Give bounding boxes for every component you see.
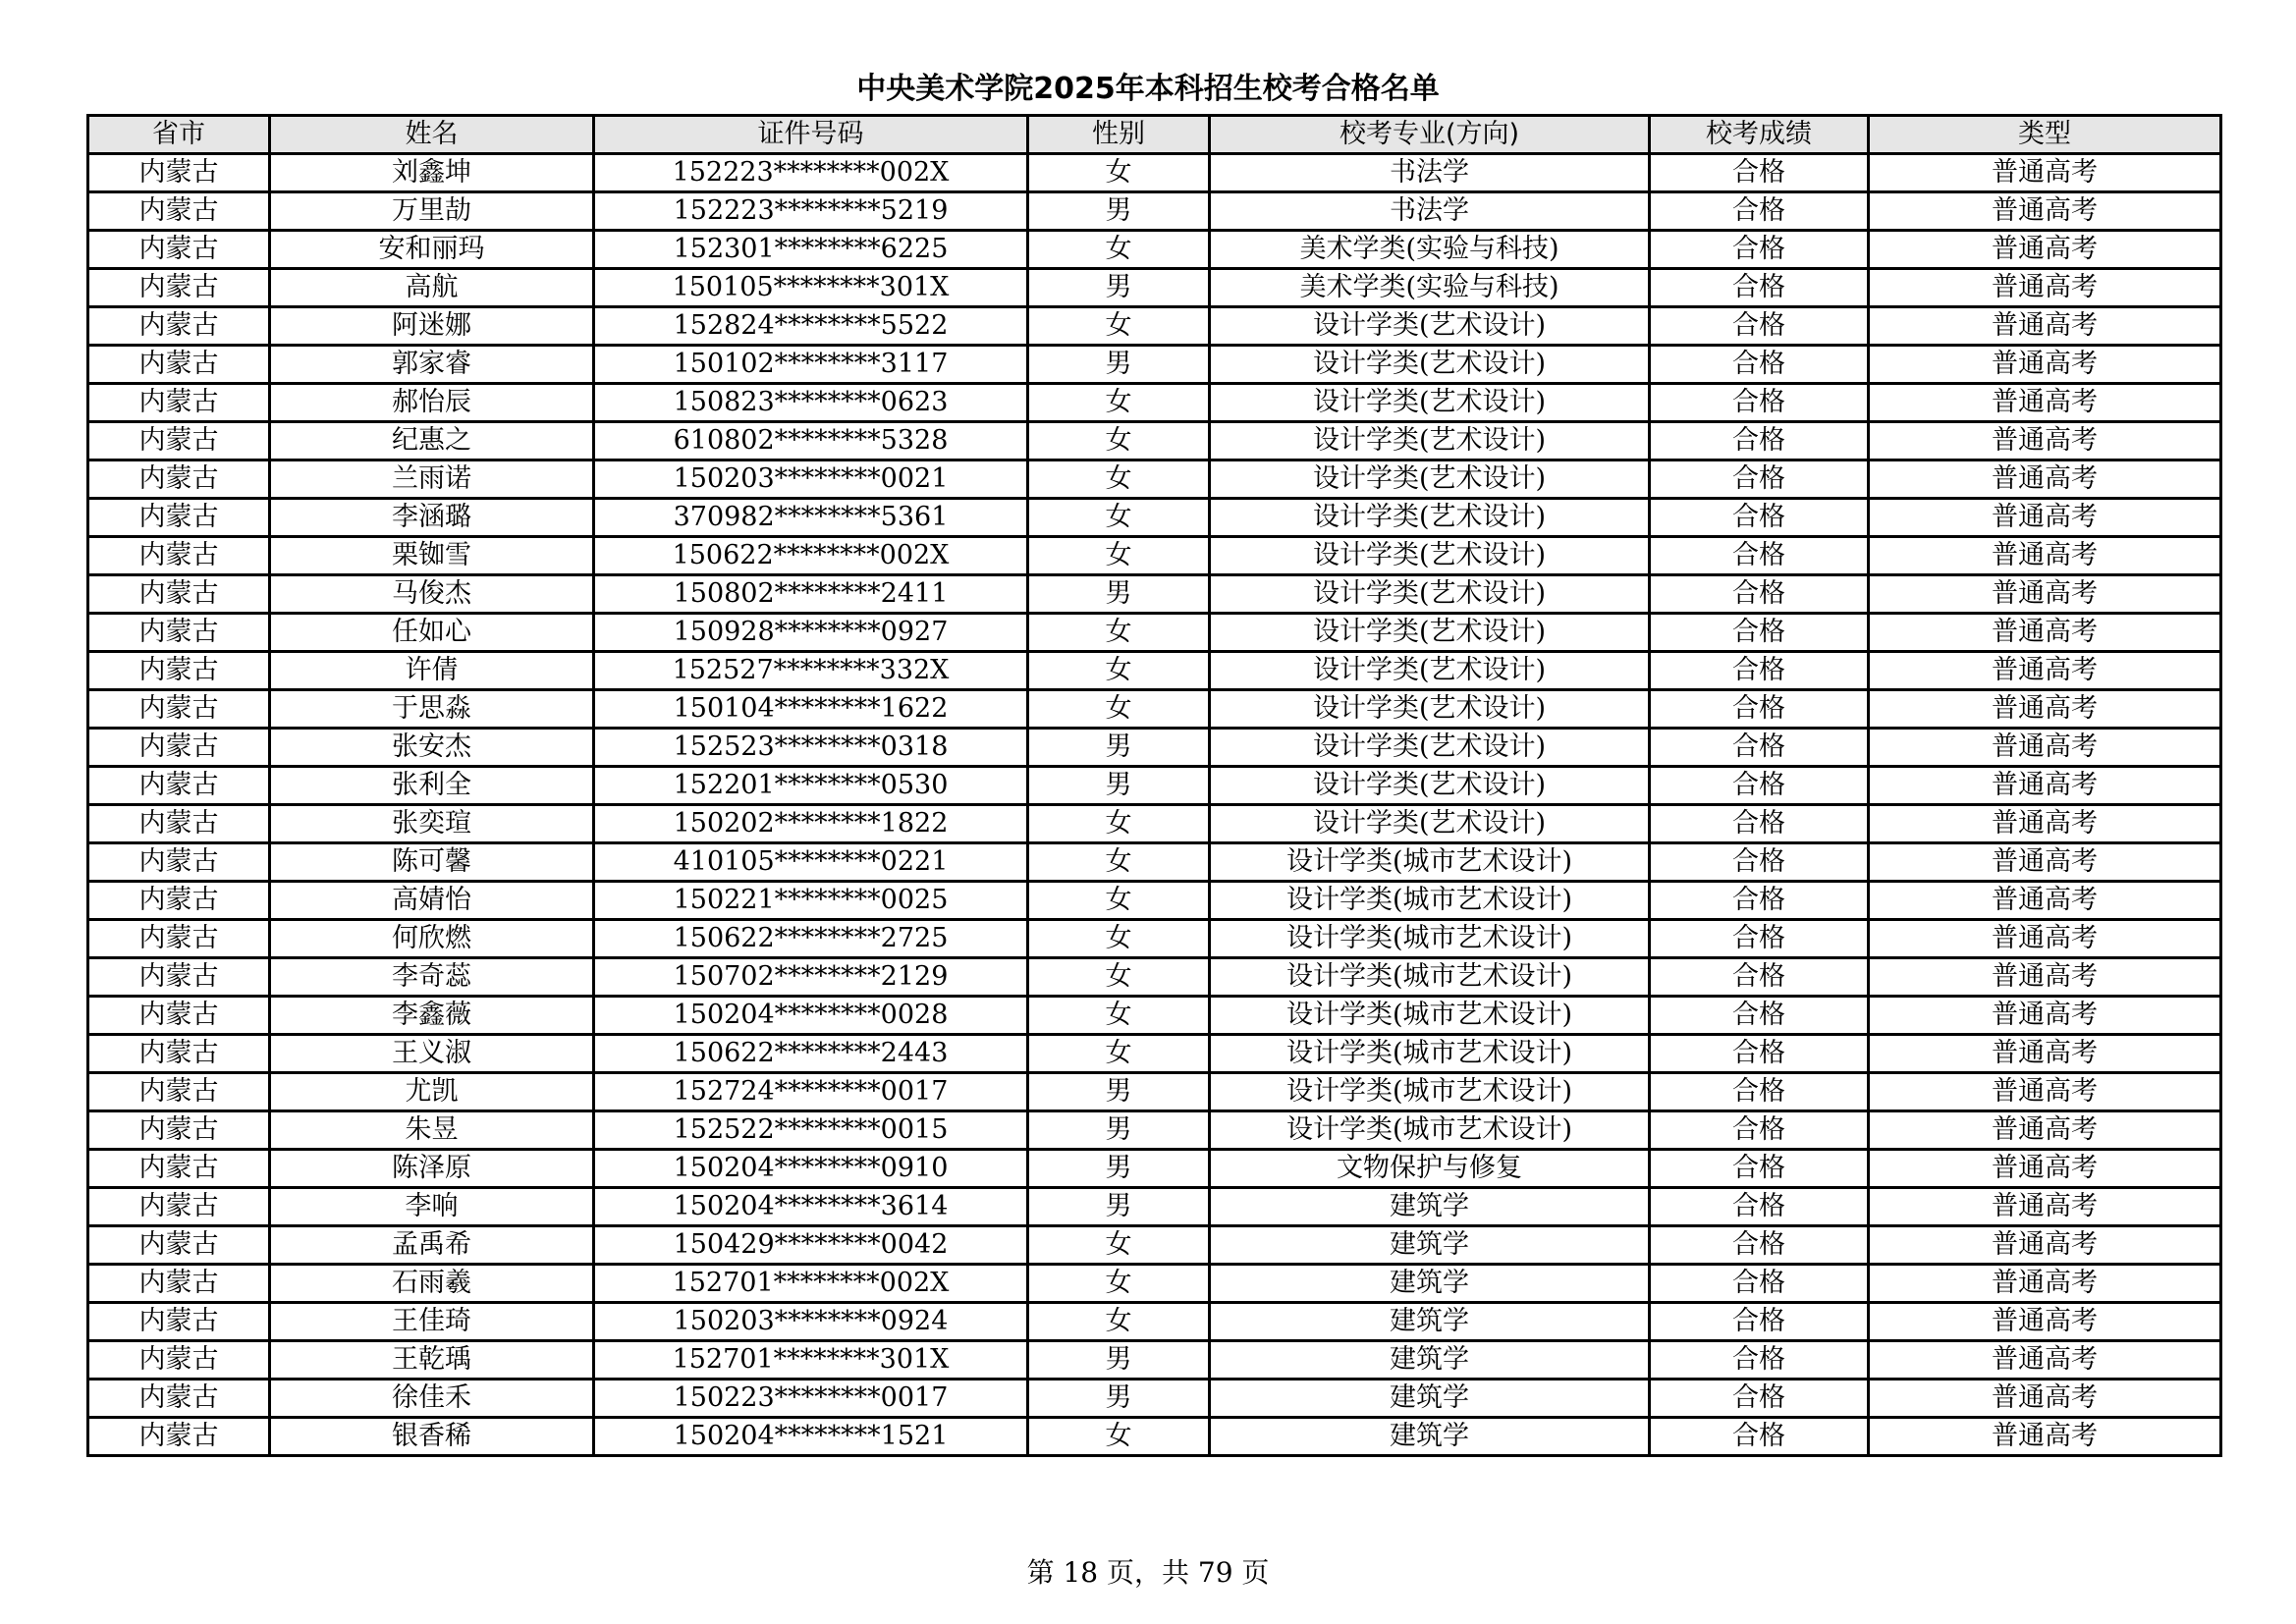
cell-id-number: 152301********6225 bbox=[594, 231, 1028, 269]
header-gender: 性别 bbox=[1028, 116, 1210, 154]
cell-id-number: 150702********2129 bbox=[594, 958, 1028, 997]
table-row bbox=[88, 843, 2221, 882]
cell-major: 建筑学 bbox=[1210, 1341, 1650, 1380]
cell-gender: 女 bbox=[1028, 307, 1210, 346]
cell-result: 合格 bbox=[1650, 920, 1869, 958]
cell-result: 合格 bbox=[1650, 307, 1869, 346]
cell-gender: 男 bbox=[1028, 575, 1210, 614]
cell-type: 普通高考 bbox=[1869, 1188, 2221, 1226]
cell-id-number: 150203********0924 bbox=[594, 1303, 1028, 1341]
cell-major: 设计学类(艺术设计) bbox=[1210, 499, 1650, 537]
cell-province: 内蒙古 bbox=[88, 422, 270, 460]
cell-result: 合格 bbox=[1650, 1150, 1869, 1188]
cell-major: 设计学类(艺术设计) bbox=[1210, 422, 1650, 460]
table-row bbox=[88, 1150, 2221, 1188]
cell-name: 张利全 bbox=[270, 767, 594, 805]
cell-result: 合格 bbox=[1650, 805, 1869, 843]
cell-result: 合格 bbox=[1650, 1188, 1869, 1226]
cell-type: 普通高考 bbox=[1869, 1035, 2221, 1073]
cell-gender: 男 bbox=[1028, 346, 1210, 384]
cell-id-number: 150204********0910 bbox=[594, 1150, 1028, 1188]
cell-name: 于思淼 bbox=[270, 690, 594, 729]
cell-gender: 男 bbox=[1028, 1111, 1210, 1150]
cell-major: 美术学类(实验与科技) bbox=[1210, 231, 1650, 269]
cell-name: 张奕瑄 bbox=[270, 805, 594, 843]
header-province: 省市 bbox=[88, 116, 270, 154]
cell-gender: 女 bbox=[1028, 882, 1210, 920]
cell-gender: 女 bbox=[1028, 614, 1210, 652]
cell-major: 建筑学 bbox=[1210, 1418, 1650, 1456]
table-row bbox=[88, 1380, 2221, 1418]
cell-type: 普通高考 bbox=[1869, 1418, 2221, 1456]
cell-name: 王义淑 bbox=[270, 1035, 594, 1073]
cell-type: 普通高考 bbox=[1869, 1073, 2221, 1111]
cell-name: 郝怡辰 bbox=[270, 384, 594, 422]
cell-province: 内蒙古 bbox=[88, 231, 270, 269]
cell-province: 内蒙古 bbox=[88, 652, 270, 690]
table-row bbox=[88, 958, 2221, 997]
table-row bbox=[88, 1418, 2221, 1456]
cell-gender: 女 bbox=[1028, 920, 1210, 958]
cell-id-number: 150802********2411 bbox=[594, 575, 1028, 614]
cell-name: 朱昱 bbox=[270, 1111, 594, 1150]
cell-result: 合格 bbox=[1650, 154, 1869, 192]
cell-major: 设计学类(城市艺术设计) bbox=[1210, 1111, 1650, 1150]
cell-name: 张安杰 bbox=[270, 729, 594, 767]
cell-major: 建筑学 bbox=[1210, 1380, 1650, 1418]
cell-type: 普通高考 bbox=[1869, 537, 2221, 575]
cell-province: 内蒙古 bbox=[88, 499, 270, 537]
cell-name: 陈泽原 bbox=[270, 1150, 594, 1188]
cell-major: 书法学 bbox=[1210, 192, 1650, 231]
cell-id-number: 152724********0017 bbox=[594, 1073, 1028, 1111]
cell-id-number: 150204********3614 bbox=[594, 1188, 1028, 1226]
cell-result: 合格 bbox=[1650, 1073, 1869, 1111]
table-row bbox=[88, 346, 2221, 384]
cell-result: 合格 bbox=[1650, 652, 1869, 690]
cell-id-number: 150622********002X bbox=[594, 537, 1028, 575]
cell-type: 普通高考 bbox=[1869, 1265, 2221, 1303]
cell-province: 内蒙古 bbox=[88, 1418, 270, 1456]
table-row bbox=[88, 575, 2221, 614]
cell-name: 李响 bbox=[270, 1188, 594, 1226]
table-row bbox=[88, 690, 2221, 729]
cell-result: 合格 bbox=[1650, 575, 1869, 614]
cell-province: 内蒙古 bbox=[88, 269, 270, 307]
cell-id-number: 610802********5328 bbox=[594, 422, 1028, 460]
cell-province: 内蒙古 bbox=[88, 1111, 270, 1150]
cell-result: 合格 bbox=[1650, 1265, 1869, 1303]
cell-result: 合格 bbox=[1650, 269, 1869, 307]
cell-major: 建筑学 bbox=[1210, 1265, 1650, 1303]
cell-major: 设计学类(艺术设计) bbox=[1210, 614, 1650, 652]
cell-province: 内蒙古 bbox=[88, 346, 270, 384]
cell-province: 内蒙古 bbox=[88, 460, 270, 499]
cell-major: 文物保护与修复 bbox=[1210, 1150, 1650, 1188]
cell-type: 普通高考 bbox=[1869, 269, 2221, 307]
cell-province: 内蒙古 bbox=[88, 920, 270, 958]
cell-province: 内蒙古 bbox=[88, 1265, 270, 1303]
cell-province: 内蒙古 bbox=[88, 1341, 270, 1380]
cell-result: 合格 bbox=[1650, 1035, 1869, 1073]
cell-name: 高婧怡 bbox=[270, 882, 594, 920]
cell-id-number: 150104********1622 bbox=[594, 690, 1028, 729]
cell-gender: 女 bbox=[1028, 958, 1210, 997]
cell-province: 内蒙古 bbox=[88, 1150, 270, 1188]
cell-gender: 女 bbox=[1028, 1035, 1210, 1073]
cell-name: 任如心 bbox=[270, 614, 594, 652]
cell-type: 普通高考 bbox=[1869, 882, 2221, 920]
table-row bbox=[88, 537, 2221, 575]
cell-major: 建筑学 bbox=[1210, 1226, 1650, 1265]
cell-province: 内蒙古 bbox=[88, 1188, 270, 1226]
cell-type: 普通高考 bbox=[1869, 1303, 2221, 1341]
cell-id-number: 152523********0318 bbox=[594, 729, 1028, 767]
cell-type: 普通高考 bbox=[1869, 384, 2221, 422]
table-row bbox=[88, 384, 2221, 422]
cell-name: 纪惠之 bbox=[270, 422, 594, 460]
table-row bbox=[88, 1226, 2221, 1265]
table-row bbox=[88, 614, 2221, 652]
cell-gender: 男 bbox=[1028, 1073, 1210, 1111]
cell-name: 王佳琦 bbox=[270, 1303, 594, 1341]
cell-result: 合格 bbox=[1650, 1341, 1869, 1380]
cell-id-number: 150928********0927 bbox=[594, 614, 1028, 652]
cell-name: 银香稀 bbox=[270, 1418, 594, 1456]
cell-id-number: 152201********0530 bbox=[594, 767, 1028, 805]
cell-type: 普通高考 bbox=[1869, 920, 2221, 958]
cell-province: 内蒙古 bbox=[88, 614, 270, 652]
page-title: 中央美术学院2025年本科招生校考合格名单 bbox=[856, 72, 1440, 106]
cell-type: 普通高考 bbox=[1869, 1150, 2221, 1188]
cell-name: 王乾瑀 bbox=[270, 1341, 594, 1380]
cell-gender: 女 bbox=[1028, 690, 1210, 729]
cell-province: 内蒙古 bbox=[88, 537, 270, 575]
cell-major: 设计学类(城市艺术设计) bbox=[1210, 1035, 1650, 1073]
cell-type: 普通高考 bbox=[1869, 690, 2221, 729]
table-row bbox=[88, 1035, 2221, 1073]
cell-name: 郭家睿 bbox=[270, 346, 594, 384]
table-row bbox=[88, 269, 2221, 307]
cell-province: 内蒙古 bbox=[88, 958, 270, 997]
cell-id-number: 152522********0015 bbox=[594, 1111, 1028, 1150]
cell-province: 内蒙古 bbox=[88, 1073, 270, 1111]
cell-name: 安和丽玛 bbox=[270, 231, 594, 269]
cell-type: 普通高考 bbox=[1869, 767, 2221, 805]
cell-result: 合格 bbox=[1650, 997, 1869, 1035]
cell-name: 栗铷雪 bbox=[270, 537, 594, 575]
cell-gender: 女 bbox=[1028, 997, 1210, 1035]
table-row bbox=[88, 882, 2221, 920]
cell-province: 内蒙古 bbox=[88, 767, 270, 805]
table-row bbox=[88, 499, 2221, 537]
table-row bbox=[88, 460, 2221, 499]
cell-gender: 男 bbox=[1028, 1150, 1210, 1188]
cell-gender: 女 bbox=[1028, 384, 1210, 422]
cell-type: 普通高考 bbox=[1869, 652, 2221, 690]
cell-id-number: 150105********301X bbox=[594, 269, 1028, 307]
cell-name: 李鑫薇 bbox=[270, 997, 594, 1035]
cell-province: 内蒙古 bbox=[88, 882, 270, 920]
cell-type: 普通高考 bbox=[1869, 843, 2221, 882]
cell-type: 普通高考 bbox=[1869, 154, 2221, 192]
cell-gender: 女 bbox=[1028, 231, 1210, 269]
cell-result: 合格 bbox=[1650, 614, 1869, 652]
cell-gender: 女 bbox=[1028, 537, 1210, 575]
cell-major: 书法学 bbox=[1210, 154, 1650, 192]
cell-type: 普通高考 bbox=[1869, 346, 2221, 384]
table-row bbox=[88, 767, 2221, 805]
cell-result: 合格 bbox=[1650, 729, 1869, 767]
cell-name: 兰雨诺 bbox=[270, 460, 594, 499]
cell-result: 合格 bbox=[1650, 537, 1869, 575]
header-major: 校考专业(方向) bbox=[1210, 116, 1650, 154]
cell-type: 普通高考 bbox=[1869, 499, 2221, 537]
cell-major: 设计学类(艺术设计) bbox=[1210, 729, 1650, 767]
cell-id-number: 150823********0623 bbox=[594, 384, 1028, 422]
table-row bbox=[88, 805, 2221, 843]
cell-major: 设计学类(城市艺术设计) bbox=[1210, 1073, 1650, 1111]
header-result: 校考成绩 bbox=[1650, 116, 1869, 154]
cell-type: 普通高考 bbox=[1869, 614, 2221, 652]
cell-major: 设计学类(艺术设计) bbox=[1210, 805, 1650, 843]
cell-major: 设计学类(艺术设计) bbox=[1210, 537, 1650, 575]
cell-type: 普通高考 bbox=[1869, 1226, 2221, 1265]
table-header-row bbox=[88, 116, 2221, 154]
cell-province: 内蒙古 bbox=[88, 384, 270, 422]
cell-province: 内蒙古 bbox=[88, 843, 270, 882]
cell-result: 合格 bbox=[1650, 767, 1869, 805]
cell-name: 何欣燃 bbox=[270, 920, 594, 958]
cell-name: 马俊杰 bbox=[270, 575, 594, 614]
table-row bbox=[88, 1265, 2221, 1303]
cell-gender: 男 bbox=[1028, 1341, 1210, 1380]
cell-major: 设计学类(艺术设计) bbox=[1210, 690, 1650, 729]
table-row bbox=[88, 997, 2221, 1035]
cell-result: 合格 bbox=[1650, 1380, 1869, 1418]
cell-major: 设计学类(城市艺术设计) bbox=[1210, 920, 1650, 958]
cell-gender: 女 bbox=[1028, 1418, 1210, 1456]
cell-province: 内蒙古 bbox=[88, 729, 270, 767]
cell-type: 普通高考 bbox=[1869, 958, 2221, 997]
table-row bbox=[88, 652, 2221, 690]
cell-result: 合格 bbox=[1650, 882, 1869, 920]
cell-id-number: 150204********0028 bbox=[594, 997, 1028, 1035]
cell-major: 建筑学 bbox=[1210, 1303, 1650, 1341]
cell-name: 李涵璐 bbox=[270, 499, 594, 537]
cell-type: 普通高考 bbox=[1869, 231, 2221, 269]
cell-province: 内蒙古 bbox=[88, 1380, 270, 1418]
cell-result: 合格 bbox=[1650, 384, 1869, 422]
cell-type: 普通高考 bbox=[1869, 192, 2221, 231]
cell-province: 内蒙古 bbox=[88, 192, 270, 231]
table-body bbox=[88, 154, 2221, 1456]
cell-id-number: 150622********2443 bbox=[594, 1035, 1028, 1073]
header-id-number: 证件号码 bbox=[594, 116, 1028, 154]
cell-gender: 女 bbox=[1028, 154, 1210, 192]
cell-id-number: 152824********5522 bbox=[594, 307, 1028, 346]
cell-name: 刘鑫坤 bbox=[270, 154, 594, 192]
cell-type: 普通高考 bbox=[1869, 729, 2221, 767]
cell-result: 合格 bbox=[1650, 346, 1869, 384]
cell-type: 普通高考 bbox=[1869, 1380, 2221, 1418]
cell-id-number: 152223********5219 bbox=[594, 192, 1028, 231]
cell-result: 合格 bbox=[1650, 231, 1869, 269]
cell-province: 内蒙古 bbox=[88, 690, 270, 729]
cell-id-number: 370982********5361 bbox=[594, 499, 1028, 537]
cell-major: 设计学类(城市艺术设计) bbox=[1210, 997, 1650, 1035]
cell-type: 普通高考 bbox=[1869, 460, 2221, 499]
cell-type: 普通高考 bbox=[1869, 997, 2221, 1035]
cell-gender: 女 bbox=[1028, 499, 1210, 537]
cell-gender: 女 bbox=[1028, 1226, 1210, 1265]
cell-major: 设计学类(艺术设计) bbox=[1210, 346, 1650, 384]
table-row bbox=[88, 920, 2221, 958]
cell-id-number: 152701********301X bbox=[594, 1341, 1028, 1380]
cell-id-number: 150202********1822 bbox=[594, 805, 1028, 843]
cell-major: 设计学类(城市艺术设计) bbox=[1210, 843, 1650, 882]
table-row bbox=[88, 307, 2221, 346]
cell-province: 内蒙古 bbox=[88, 1035, 270, 1073]
cell-type: 普通高考 bbox=[1869, 422, 2221, 460]
cell-type: 普通高考 bbox=[1869, 1341, 2221, 1380]
cell-type: 普通高考 bbox=[1869, 1111, 2221, 1150]
cell-result: 合格 bbox=[1650, 499, 1869, 537]
cell-name: 尤凯 bbox=[270, 1073, 594, 1111]
cell-gender: 女 bbox=[1028, 805, 1210, 843]
cell-id-number: 152527********332X bbox=[594, 652, 1028, 690]
cell-id-number: 150203********0021 bbox=[594, 460, 1028, 499]
table-row bbox=[88, 729, 2221, 767]
cell-name: 徐佳禾 bbox=[270, 1380, 594, 1418]
cell-province: 内蒙古 bbox=[88, 1303, 270, 1341]
cell-name: 万里劼 bbox=[270, 192, 594, 231]
cell-name: 许倩 bbox=[270, 652, 594, 690]
cell-major: 设计学类(艺术设计) bbox=[1210, 767, 1650, 805]
table-row bbox=[88, 1188, 2221, 1226]
cell-gender: 女 bbox=[1028, 460, 1210, 499]
table-row bbox=[88, 422, 2221, 460]
page-footer: 第 18 页，共 79 页 bbox=[1026, 1556, 1270, 1589]
header-name: 姓名 bbox=[270, 116, 594, 154]
cell-result: 合格 bbox=[1650, 422, 1869, 460]
cell-gender: 男 bbox=[1028, 1188, 1210, 1226]
cell-major: 设计学类(艺术设计) bbox=[1210, 460, 1650, 499]
cell-result: 合格 bbox=[1650, 1418, 1869, 1456]
admission-table bbox=[86, 114, 2222, 1457]
cell-id-number: 150622********2725 bbox=[594, 920, 1028, 958]
cell-id-number: 150429********0042 bbox=[594, 1226, 1028, 1265]
cell-type: 普通高考 bbox=[1869, 575, 2221, 614]
cell-province: 内蒙古 bbox=[88, 154, 270, 192]
cell-id-number: 150102********3117 bbox=[594, 346, 1028, 384]
table-row bbox=[88, 1341, 2221, 1380]
cell-gender: 男 bbox=[1028, 269, 1210, 307]
table-row bbox=[88, 192, 2221, 231]
cell-major: 设计学类(艺术设计) bbox=[1210, 652, 1650, 690]
cell-province: 内蒙古 bbox=[88, 307, 270, 346]
header-type: 类型 bbox=[1869, 116, 2221, 154]
cell-name: 李奇蕊 bbox=[270, 958, 594, 997]
table-row bbox=[88, 231, 2221, 269]
cell-gender: 男 bbox=[1028, 1380, 1210, 1418]
cell-province: 内蒙古 bbox=[88, 997, 270, 1035]
cell-id-number: 152223********002X bbox=[594, 154, 1028, 192]
cell-result: 合格 bbox=[1650, 690, 1869, 729]
cell-gender: 女 bbox=[1028, 422, 1210, 460]
cell-result: 合格 bbox=[1650, 1111, 1869, 1150]
cell-major: 设计学类(艺术设计) bbox=[1210, 384, 1650, 422]
cell-gender: 女 bbox=[1028, 843, 1210, 882]
cell-result: 合格 bbox=[1650, 958, 1869, 997]
cell-type: 普通高考 bbox=[1869, 307, 2221, 346]
cell-province: 内蒙古 bbox=[88, 1226, 270, 1265]
table-row bbox=[88, 154, 2221, 192]
cell-major: 设计学类(艺术设计) bbox=[1210, 307, 1650, 346]
cell-gender: 女 bbox=[1028, 652, 1210, 690]
cell-gender: 女 bbox=[1028, 1265, 1210, 1303]
cell-result: 合格 bbox=[1650, 1303, 1869, 1341]
cell-id-number: 410105********0221 bbox=[594, 843, 1028, 882]
cell-id-number: 150223********0017 bbox=[594, 1380, 1028, 1418]
cell-gender: 男 bbox=[1028, 767, 1210, 805]
cell-result: 合格 bbox=[1650, 843, 1869, 882]
cell-major: 设计学类(城市艺术设计) bbox=[1210, 882, 1650, 920]
cell-type: 普通高考 bbox=[1869, 805, 2221, 843]
cell-gender: 女 bbox=[1028, 1303, 1210, 1341]
table-row bbox=[88, 1303, 2221, 1341]
cell-id-number: 150204********1521 bbox=[594, 1418, 1028, 1456]
cell-major: 设计学类(城市艺术设计) bbox=[1210, 958, 1650, 997]
cell-result: 合格 bbox=[1650, 1226, 1869, 1265]
cell-major: 设计学类(艺术设计) bbox=[1210, 575, 1650, 614]
cell-major: 美术学类(实验与科技) bbox=[1210, 269, 1650, 307]
cell-result: 合格 bbox=[1650, 192, 1869, 231]
cell-province: 内蒙古 bbox=[88, 805, 270, 843]
cell-major: 建筑学 bbox=[1210, 1188, 1650, 1226]
cell-gender: 男 bbox=[1028, 192, 1210, 231]
cell-name: 石雨羲 bbox=[270, 1265, 594, 1303]
cell-id-number: 150221********0025 bbox=[594, 882, 1028, 920]
cell-name: 高航 bbox=[270, 269, 594, 307]
cell-name: 陈可馨 bbox=[270, 843, 594, 882]
cell-name: 阿迷娜 bbox=[270, 307, 594, 346]
cell-id-number: 152701********002X bbox=[594, 1265, 1028, 1303]
table-row bbox=[88, 1073, 2221, 1111]
cell-province: 内蒙古 bbox=[88, 575, 270, 614]
cell-result: 合格 bbox=[1650, 460, 1869, 499]
cell-gender: 男 bbox=[1028, 729, 1210, 767]
table-row bbox=[88, 1111, 2221, 1150]
cell-name: 孟禹希 bbox=[270, 1226, 594, 1265]
